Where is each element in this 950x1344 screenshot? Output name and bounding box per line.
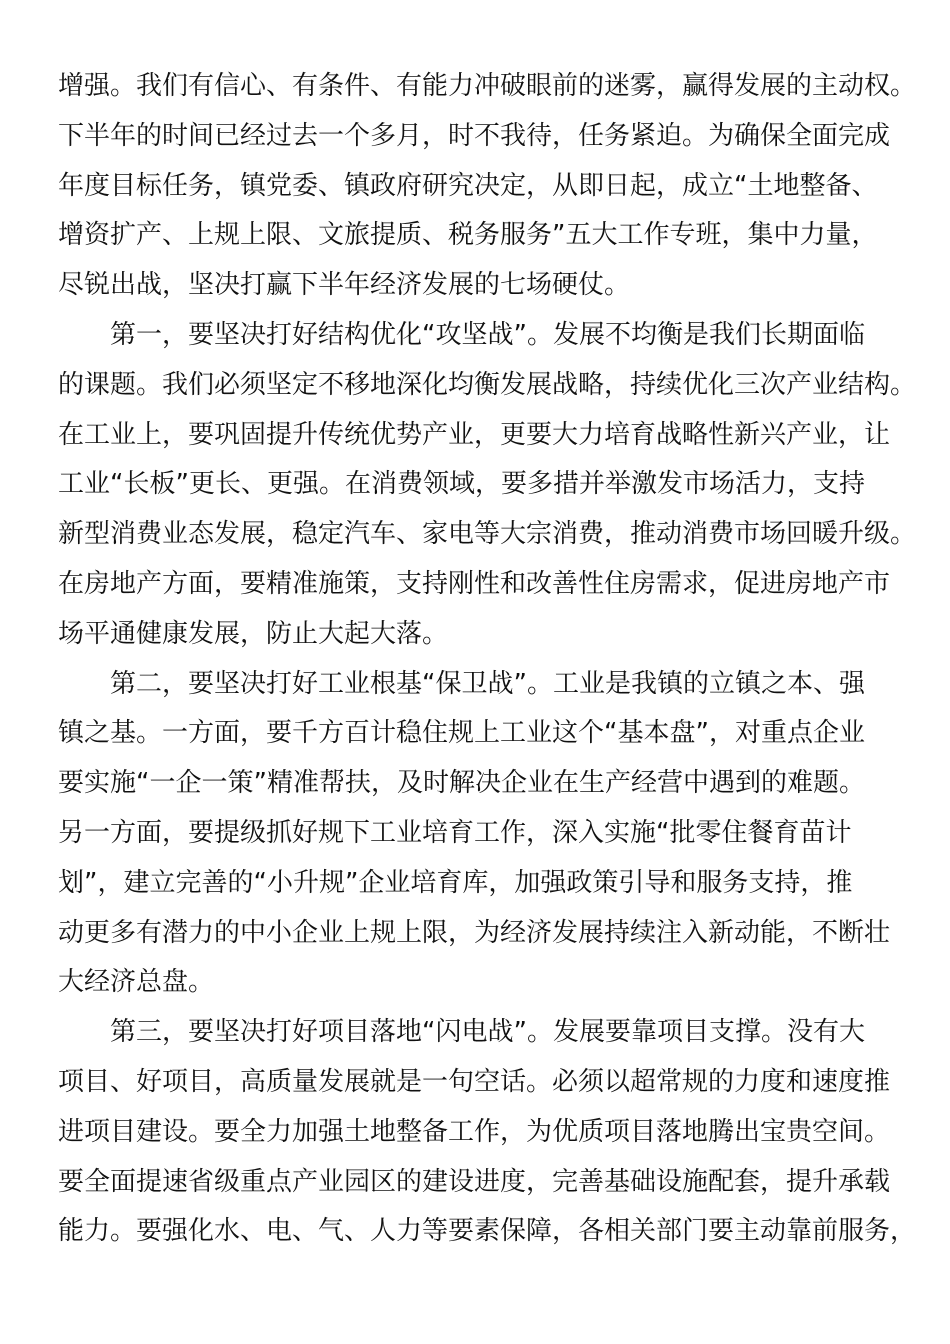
text-line: 增强。我们有信心、有条件、有能力冲破眼前的迷雾，赢得发展的主动权。 [58,71,917,101]
text-line: 场平通健康发展，防止大起大落。 [58,618,449,649]
text-line: 新型消费业态发展，稳定汽车、家电等大宗消费，推动消费市场回暖升级。 [58,519,917,550]
text-line: 下半年的时间已经过去一个多月，时不我待，任务紧迫。为确保全面完成 [58,120,891,151]
text-line: 能力。要强化水、电、气、人力等要素保障，各相关部门要主动靠前服务， [58,1216,917,1247]
text-line: 尽锐出战，坚决打赢下半年经济发展的七场硬仗。 [58,270,631,301]
text-line: 进项目建设。要全力加强土地整备工作，为优质项目落地腾出宝贵空间。 [58,1116,891,1147]
text-line: 另一方面，要提级抓好规下工业培育工作，深入实施“批零住餐育苗计 [58,817,852,848]
text-line: 要全面提速省级重点产业园区的建设进度，完善基础设施配套，提升承载 [58,1166,891,1197]
text-line: 增资扩产、上规上限、文旅提质、税务服务”五大工作专班，集中力量， [58,220,878,251]
paragraph-first-line: 第一，要坚决打好结构优化“攻坚战”。发展不均衡是我们长期面临 [110,319,865,350]
text-line: 年度目标任务，镇党委、镇政府研究决定，从即日起，成立“土地整备、 [58,170,878,201]
text-line: 在房地产方面，要精准施策，支持刚性和改善性住房需求，促进房地产市 [58,568,891,599]
text-line: 的课题。我们必须坚定不移地深化均衡发展战略，持续优化三次产业结构。 [58,369,917,400]
text-line: 动更多有潜力的中小企业上规上限，为经济发展持续注入新动能，不断壮 [58,917,891,948]
paragraph-first-line: 第三，要坚决打好项目落地“闪电战”。发展要靠项目支撑。没有大 [110,1017,865,1048]
text-line: 在工业上，要巩固提升传统优势产业，更要大力培育战略性新兴产业，让 [58,419,891,450]
text-line: 划”，建立完善的“小升规”企业培育库，加强政策引导和服务支持，推 [58,867,853,898]
text-line: 工业“长板”更长、更强。在消费领域，要多措并举激发市场活力，支持 [58,469,865,500]
text-line: 要实施“一企一策”精准帮扶，及时解决企业在生产经营中遇到的难题。 [58,768,865,799]
text-line: 项目、好项目，高质量发展就是一句空话。必须以超常规的力度和速度推 [58,1066,891,1097]
text-line: 镇之基。一方面，要千方百计稳住规上工业这个“基本盘”，对重点企业 [58,718,865,749]
document-body [58,62,917,1257]
paragraph-first-line: 第二，要坚决打好工业根基“保卫战”。工业是我镇的立镇之本、强 [110,668,865,699]
text-line: 大经济总盘。 [58,967,215,998]
